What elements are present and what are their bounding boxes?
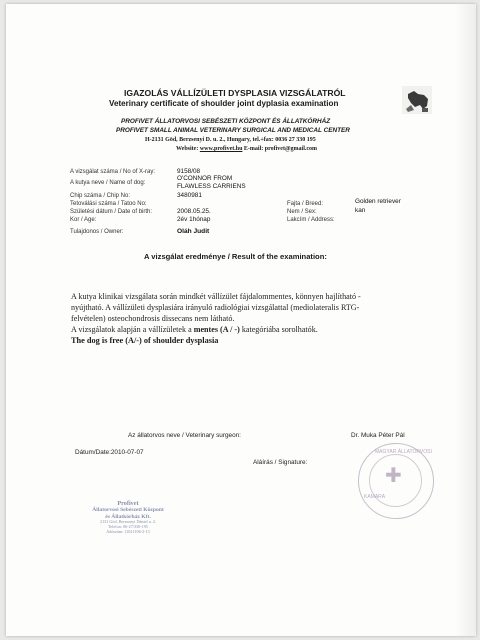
website-label: Website: (176, 146, 199, 152)
category-text-before: A vizsgálatok alapján a vállízületek a (71, 325, 194, 334)
clinic-address: H-2131 Göd, Berzsenyi D. u. 2., Hungary, tel.+fax: 0036 27 330 195 (145, 137, 316, 143)
xray-value: 9158/08 (177, 168, 201, 175)
birth-label: Születési dátum / Date of birth: (70, 209, 153, 215)
result-english: The dog is free (A/-) of shoulder dysplasia (71, 336, 219, 345)
dog-name-value-line1: O'CONNOR FROM (177, 175, 233, 182)
date-field (75, 449, 144, 456)
birth-value: 2008.05.25. (177, 208, 211, 215)
stamp-line6: Adószám: 11021106-2-13 (106, 528, 150, 534)
email-link[interactable]: profivet@gmail.com (264, 146, 318, 152)
result-text-line1: A kutya klinikai vizsgálata során mindkét vállízület fájdalommentes, könnyen hajlítható - (71, 292, 361, 301)
date-label: Dátum/Date: (75, 449, 111, 456)
title-hungarian: IGAZOLÁS VÁLLÍZÜLETI DYSPLASIA VIZSGÁLATRÓL (124, 88, 346, 98)
clinic-contact (176, 146, 317, 152)
website-link[interactable]: www.profivet.hu (199, 146, 243, 152)
email-label: E-mail: (243, 146, 264, 152)
stamp-line5: Telefon: 06-27/330-195 (108, 523, 148, 529)
owner-label: Tulajdonos / Owner: (70, 229, 124, 235)
dog-silhouette-icon (402, 86, 432, 114)
seal-text-side: KAMARA (364, 494, 386, 500)
stamp-line2: Állatorvosi Sebészeti Központ (92, 507, 164, 514)
sex-value: kan (355, 207, 366, 214)
category-value: mentes (A / -) (193, 325, 240, 334)
chip-label: Chip száma / Chip No: (70, 193, 131, 199)
breed-label: Fajta / Breed: (287, 201, 324, 207)
page-shadow (454, 4, 476, 636)
stamp-line3: és Állatkórház Kft. (105, 513, 151, 520)
surgeon-value: Dr. Muka Péter Pál (351, 432, 405, 439)
dog-name-value-line2: FLAWLESS CARRIENS (177, 183, 246, 190)
official-seal (358, 443, 434, 519)
result-category-line (71, 325, 318, 334)
cross-icon: ✚ (385, 465, 402, 487)
clinic-name-hungarian: PROFIVET ÁLLATORVOSI SEBÉSZETI KÖZPONT ÉS ÁLLATKÓRHÁZ (121, 118, 331, 125)
clinic-stamp (82, 500, 174, 534)
result-text-line2: nyújtható. A vállízületi dysplasiára irányuló radiológiai vizsgálattal (mediolateralis RTG- (71, 303, 360, 312)
result-text-line3: felvételen) osteochondrosis dissecans nem látható. (71, 314, 235, 323)
age-value: 2év 1hónap (177, 216, 211, 223)
age-label: Kor / Age: (70, 217, 97, 223)
dog-name-label: A kutya neve / Name of dog: (70, 180, 146, 186)
result-heading: A vizsgálat eredménye / Result of the examination: (144, 252, 327, 261)
seal-text-top: MAGYAR ÁLLATORVOSI (375, 449, 432, 455)
category-text-after: kategóriába sorolhatók. (239, 325, 318, 334)
signature-label: Aláírás / Signature: (253, 459, 308, 466)
stamp-line4: 2131 Göd, Berzsenyi Dániel u. 2. (99, 518, 157, 524)
address-label: Lakcím / Address: (287, 217, 335, 223)
sex-label: Nem / Sex: (287, 209, 317, 215)
xray-label: A vizsgálat száma / No of X-ray: (70, 169, 156, 175)
stamp-line1: Profivet (117, 500, 139, 507)
title-english: Veterinary certificate of shoulder joint dyplasia examination (109, 99, 339, 108)
surgeon-label: Az állatorvos neve / Veterinary surgeon: (128, 432, 241, 439)
owner-value: Oláh Judit (177, 228, 210, 235)
tattoo-label: Tetoválási száma / Tatoo No: (70, 201, 147, 207)
breed-value: Golden retriever (355, 198, 401, 205)
clinic-name-english: PROFIVET SMALL ANIMAL VETERINARY SURGICAL AND MEDICAL CENTER (116, 127, 350, 134)
date-value: 2010-07-07 (110, 449, 144, 456)
chip-value: 3480981 (177, 192, 202, 199)
